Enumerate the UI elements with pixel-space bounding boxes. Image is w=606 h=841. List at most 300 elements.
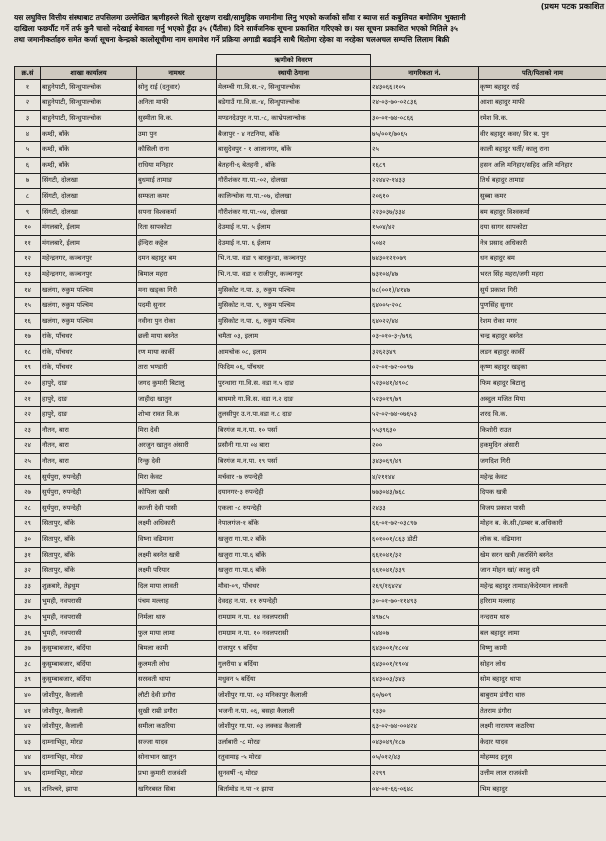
table-row <box>15 391 606 407</box>
cell-address: दयानगर-३ रुपन्देही <box>217 485 371 501</box>
cell-citizenship: २०६१० <box>371 189 479 205</box>
cell-name: रण माया कार्की <box>137 345 217 361</box>
cell-name: जाहीदा खातुन <box>137 391 217 407</box>
cell-sn: ३० <box>15 532 41 548</box>
cell-name: ईन्दिरा कट्टेल <box>137 235 217 251</box>
cell-name: कुलमती लोध <box>137 656 217 672</box>
table-row <box>15 672 606 688</box>
cell-branch: भुमही, नवपरासी <box>41 610 137 626</box>
table-row <box>15 766 606 782</box>
cell-sn: ३१ <box>15 547 41 563</box>
cell-branch: मंगलबारे, ईलाम <box>41 235 137 251</box>
table-row <box>15 142 606 158</box>
cell-sn: ३३ <box>15 579 41 595</box>
cell-guardian: सोहन लोध <box>479 656 606 672</box>
table-row <box>15 423 606 439</box>
header-sn: क्र.सं <box>15 67 41 80</box>
cell-branch: सितापुर, बाँके <box>41 547 137 563</box>
cell-citizenship: ७५/००१/७०६५ <box>371 126 479 142</box>
cell-name: लक्ष्मी अधिकारी <box>137 516 217 532</box>
cell-guardian: भिम बहादुर <box>479 781 606 797</box>
cell-address: देवदह न.पा. ११ रुपन्देही <box>217 594 371 610</box>
cell-name: सपना विश्वकर्मा <box>137 204 217 220</box>
cell-citizenship: २०० <box>371 438 479 454</box>
cell-name: शोभा रावत वि.क <box>137 407 217 423</box>
cell-name: रिन्कु देवी <box>137 454 217 470</box>
header-citizenship: नागरिकता नं. <box>371 67 479 80</box>
cell-citizenship: २२९९ <box>371 766 479 782</box>
cell-guardian: सुब्बा कमर <box>479 189 606 205</box>
table-row <box>15 641 606 657</box>
cell-branch: भुमही, नवपरासी <box>41 625 137 641</box>
cell-guardian: तेतराम डंगौरा <box>479 703 606 719</box>
cell-name: पंचम मल्लाह <box>137 594 217 610</box>
cell-name: विष्ना वढिमाना <box>137 532 217 548</box>
cell-sn: ४२ <box>15 719 41 735</box>
cell-name: लक्ष्मी परियार <box>137 563 217 579</box>
cell-address: बाघमारे गा.वि.स. वडा न.२ दाङ <box>217 391 371 407</box>
cell-branch: सिंगटी, दोलखा <box>41 173 137 189</box>
cell-branch: सितापुर, बाँके <box>41 563 137 579</box>
cell-branch: सुर्यपुरा, रुपन्देही <box>41 469 137 485</box>
cell-guardian: मोहन ब. के.सी./डम्बर ब.अधिकारी <box>479 516 606 532</box>
table-row <box>15 501 606 517</box>
cell-address: बेतहनी-६ बेतहनी , बाँके <box>217 157 371 173</box>
cell-branch: रांके, पाँचथर <box>41 329 137 345</box>
cell-citizenship: ६४००५-२०८ <box>371 298 479 314</box>
cell-guardian: वीर बहादुर कवर/ विर ब. पुन <box>479 126 606 142</box>
cell-guardian: कृष्ण बहादुर राई <box>479 80 606 96</box>
cell-branch: हापुरे, दाङ <box>41 376 137 392</box>
cell-branch: शनिश्चरे, झापा <box>41 781 137 797</box>
cell-name: सोनु राई (दनुवार) <box>137 80 217 96</box>
cell-citizenship: ७७३०४३/७६८ <box>371 485 479 501</box>
cell-branch: शुक्रबारे, तेह्रथुम <box>41 579 137 595</box>
table-row <box>15 407 606 423</box>
cell-name: फुल माया लामा <box>137 625 217 641</box>
table-row <box>15 656 606 672</box>
cell-sn: १८ <box>15 345 41 361</box>
cell-address: बासुदेवपुर - १ आलानगर, बाँके <box>217 142 371 158</box>
cell-sn: १ <box>15 80 41 96</box>
cell-address: पुरन्धारा गा.वि.स. वडा न.५ दाङ <box>217 376 371 392</box>
cell-guardian: पुणसिंह सुनार <box>479 298 606 314</box>
cell-name: तारा भण्डारी <box>137 360 217 376</box>
cell-address: चमैता ०३, इलाम <box>217 329 371 345</box>
cell-branch: सिंगटी, दोलखा <box>41 204 137 220</box>
cell-address: रामग्राम न.पा. १० नवलपरासी <box>217 625 371 641</box>
cell-guardian: शरद वि.क. <box>479 407 606 423</box>
cell-branch: दाम्नाभिट्टा, मोरङ <box>41 734 137 750</box>
table-row <box>15 80 606 96</box>
cell-address: बैजापुर - ४ नटनिया, बाँके <box>217 126 371 142</box>
cell-sn: ४४ <box>15 750 41 766</box>
cell-guardian: विष्णु कामी <box>479 641 606 657</box>
cell-branch: नौतन, बारा <box>41 438 137 454</box>
cell-branch: रांके, पाँचथर <box>41 345 137 361</box>
cell-citizenship: ७४३०१२१०७९ <box>371 251 479 267</box>
cell-guardian: धन बहादुर बम <box>479 251 606 267</box>
cell-branch: दाम्नाभिट्टा, मोरङ <box>41 766 137 782</box>
cell-branch: नौतन, बारा <box>41 454 137 470</box>
cell-name: लौटी देवी डगौरा <box>137 688 217 704</box>
cell-sn: ३५ <box>15 610 41 626</box>
cell-branch: सितापुर, बाँके <box>41 516 137 532</box>
cell-citizenship: ६४३००१/१९०४ <box>371 656 479 672</box>
cell-address: बिर्तामोड न.पा -१ झापा <box>217 781 371 797</box>
table-row <box>15 563 606 579</box>
cell-sn: ३ <box>15 111 41 127</box>
cell-sn: १० <box>15 220 41 236</box>
cell-guardian: बाबुराम डंगौरा थारु <box>479 688 606 704</box>
cell-guardian: सोम बहादुर थापा <box>479 672 606 688</box>
cell-sn: २० <box>15 376 41 392</box>
cell-sn: ४१ <box>15 703 41 719</box>
cell-address: एकला -८ रुपन्देही <box>217 501 371 517</box>
cell-address: भजनी न.पा. ०६, बसहा कैलाली <box>217 703 371 719</box>
table-row <box>15 532 606 548</box>
cell-sn: १३ <box>15 267 41 283</box>
cell-name: समीला कठरिया <box>137 719 217 735</box>
cell-branch: मंगलबारे, ईलाम <box>41 220 137 236</box>
cell-branch: कम्दी, बाँके <box>41 157 137 173</box>
cell-sn: २६ <box>15 469 41 485</box>
cell-guardian: लक्ष्मी नारायण कठरिया <box>479 719 606 735</box>
cell-address: मुसिकोट न.पा. ६, रुकुम पश्चिम <box>217 313 371 329</box>
cell-sn: १५ <box>15 298 41 314</box>
cell-branch: दाम्नाभिट्टा, मोरङ <box>41 750 137 766</box>
cell-address: नेपालगंज-१ बाँके <box>217 516 371 532</box>
cell-guardian: केदार यादव <box>479 734 606 750</box>
cell-guardian: हसन अलि मनिहार/सहिद अलि मनिहार <box>479 157 606 173</box>
cell-citizenship: ५२३०१९/७९ <box>371 391 479 407</box>
cell-address: देउमाई न.पा. ६ ईलाम <box>217 235 371 251</box>
cell-address: तुलसीपुर उ.न.पा.वडा न.८ दाङ <box>217 407 371 423</box>
cell-guardian: जान मोहन खां/ कालु दमै <box>479 563 606 579</box>
cell-guardian: काली बहादुर घर्ती/ कालु राना <box>479 142 606 158</box>
cell-branch: खलंगा, रुकुम पश्चिम <box>41 282 137 298</box>
cell-name: जगद कुमारी बिटालु <box>137 376 217 392</box>
cell-name: बुधमाई तामाङ <box>137 173 217 189</box>
cell-name: सोनाभान खातुन <box>137 750 217 766</box>
cell-sn: ७ <box>15 173 41 189</box>
table-row <box>15 298 606 314</box>
table-row <box>15 734 606 750</box>
table-row <box>15 95 606 111</box>
table-row <box>15 625 606 641</box>
cell-name: कौसिली राना <box>137 142 217 158</box>
cell-guardian: महेन्द्र केवट <box>479 469 606 485</box>
cell-guardian: फिम बहादुर बिटालु <box>479 376 606 392</box>
cell-guardian: हकमुदिन अंसारी <box>479 438 606 454</box>
cell-name: सम्फता कमर <box>137 189 217 205</box>
table-row <box>15 610 606 626</box>
cell-citizenship: ३०-०१-७४-०८६६ <box>371 111 479 127</box>
cell-citizenship: ३०-०१-७०-११४९३ <box>371 594 479 610</box>
cell-address: मर्चवार -७ रुपन्देही <box>217 469 371 485</box>
cell-name: दमन बहादुर बम <box>137 251 217 267</box>
cell-guardian: खेम सरन खत्री /करसिंगे बस्नेत <box>479 547 606 563</box>
cell-citizenship: ०४-०१-६६-०६४८ <box>371 781 479 797</box>
cell-sn: ३४ <box>15 594 41 610</box>
table-caption: ऋणीको विवरण <box>217 55 371 67</box>
cell-branch: खलंगा, रुकुम पश्चिम <box>41 313 137 329</box>
cell-citizenship: २२३०३७/३३४ <box>371 204 479 220</box>
cell-guardian: जगदिश गिरी <box>479 454 606 470</box>
cell-sn: ३८ <box>15 656 41 672</box>
header-guardian: पति/पिताको नाम <box>479 67 606 80</box>
cell-citizenship: ०४३०४९/१८७ <box>371 734 479 750</box>
cell-citizenship: ६०/७०९ <box>371 688 479 704</box>
cell-sn: ४० <box>15 688 41 704</box>
cell-address: रतुवामाइ -५ मोरङ <box>217 750 371 766</box>
table-row <box>15 267 606 283</box>
cell-sn: ८ <box>15 189 41 205</box>
cell-sn: १७ <box>15 329 41 345</box>
table-row <box>15 516 606 532</box>
cell-address: रामग्राम न.पा. १४ नवलपरासी <box>217 610 371 626</box>
cell-branch: सुर्यपुरा, रुपन्देही <box>41 501 137 517</box>
cell-name: अरजुन खातुन अंसारी <box>137 438 217 454</box>
cell-address: बिरगंज म.न.पा. १० पर्सा <box>217 423 371 439</box>
intro-line: तथा जमानीकर्ताहरु समेत कर्जा सूचना केन्द्रको कालोसूचीमा नाम समावेश गर्ने प्रक्रिया अगाडी बढाईने साथै धितोमा रहेका वा नरहेका चलअचल सम्पत्ति लिलाम बिक्री <box>14 35 450 44</box>
cell-sn: २७ <box>15 485 41 501</box>
cell-name: मना खड्का गिरी <box>137 282 217 298</box>
table-row <box>15 485 606 501</box>
cell-name: उमा पुन <box>137 126 217 142</box>
cell-citizenship: ०३-०१०-३-/७९६ <box>371 329 479 345</box>
cell-citizenship: ३४३०६९/४९ <box>371 454 479 470</box>
cell-guardian: किशोरी राउत <box>479 423 606 439</box>
cell-guardian: नेत्र प्रसाद अधिकारी <box>479 235 606 251</box>
cell-citizenship: ६४३००३/३४३ <box>371 672 479 688</box>
cell-branch: महेन्द्रनगर, कञ्चनपुर <box>41 267 137 283</box>
cell-guardian: महेन्द्र बहादुर तामाङ/केदेरमान लावती <box>479 579 606 595</box>
cell-address: जोशीपुर गा.पा. ०३ मनिकापुर कैलाली <box>217 688 371 704</box>
cell-guardian: रमेश वि.क. <box>479 111 606 127</box>
cell-address: उर्लाबारी -८ मोरङ <box>217 734 371 750</box>
header-branch: शाखा कार्यालय <box>41 67 137 80</box>
cell-guardian: सुर्य प्रकाश गिरी <box>479 282 606 298</box>
cell-address: खजुरा गा.पा.६ बाँके <box>217 563 371 579</box>
cell-branch: कुसुम्बाबजार, बर्दिया <box>41 672 137 688</box>
cell-citizenship: २५ <box>371 142 479 158</box>
table-row <box>15 688 606 704</box>
cell-name: सुखी राम्री डगौरा <box>137 703 217 719</box>
intro-line: दाखिला फछर्यौट गर्ने तर्फ कुनै चासो नदेखाई बेवास्ता गर्नु भएको हुँदा ३५ (पैंतीस) दिने सार्वजनिक सूचना प्रकाशित गरिएको छ। यस सूचना प्रकाशित भएको मितिले ३५ <box>14 24 458 33</box>
table-row <box>15 360 606 376</box>
cell-name: मिरा देवी <box>137 423 217 439</box>
table-row <box>15 329 606 345</box>
cell-branch: सिंगटी, दोलखा <box>41 189 137 205</box>
cell-address: मौवा-०९, पाँचथर <box>217 579 371 595</box>
cell-address: प्रसौनी गा.पा ०४ बारा <box>217 438 371 454</box>
cell-sn: २४ <box>15 438 41 454</box>
cell-branch: बाहुनेपाटी, सिन्धुपाल्चोक <box>41 111 137 127</box>
cell-address: गौरीशंकर गा.पा.-०२, दोलखा <box>217 173 371 189</box>
cell-citizenship: २४३०६६।१०५ <box>371 80 479 96</box>
cell-guardian: दिपक खत्री <box>479 485 606 501</box>
cell-name: दिल माया लावती <box>137 579 217 595</box>
table-row <box>15 157 606 173</box>
cell-guardian: मोहम्मद इनुस <box>479 750 606 766</box>
cell-guardian: चन्द्र बहादुर बस्नेत <box>479 329 606 345</box>
cell-branch: कम्दी, बाँके <box>41 142 137 158</box>
table-row <box>15 781 606 797</box>
table-row <box>15 204 606 220</box>
cell-sn: २ <box>15 95 41 111</box>
cell-citizenship: ४९७८५ <box>371 610 479 626</box>
cell-citizenship: ६४०२२/४४ <box>371 313 479 329</box>
cell-citizenship: ५४४०७ <box>371 625 479 641</box>
cell-citizenship: ५०४२ <box>371 235 479 251</box>
table-row <box>15 313 606 329</box>
cell-citizenship: ३२६२३४९ <box>371 345 479 361</box>
cell-guardian: कृष्ण बहादुर खड्का <box>479 360 606 376</box>
cell-citizenship: ६६१०४१/३२ <box>371 547 479 563</box>
cell-sn: ४६ <box>15 781 41 797</box>
cell-address: मुसिकोट न.पा. ९, रुकुम पश्चिम <box>217 298 371 314</box>
cell-address: गौरीशंकर गा.पा.-०४, दोलखा <box>217 204 371 220</box>
cell-address: फिदिम ०६, पाँचथर <box>217 360 371 376</box>
cell-citizenship: ०२-०१-७२-००९७ <box>371 360 479 376</box>
cell-sn: ९ <box>15 204 41 220</box>
cell-address: मधुवन ५ बर्दिया <box>217 672 371 688</box>
cell-guardian: आशा बहादुर माफी <box>479 95 606 111</box>
table-row <box>15 220 606 236</box>
table-body <box>15 80 606 797</box>
publication-note: (प्रथम पटक प्रकाशित <box>540 2 604 11</box>
cell-sn: ५ <box>15 142 41 158</box>
cell-name: छली माया बस्नेत <box>137 329 217 345</box>
table-row <box>15 454 606 470</box>
cell-sn: १९ <box>15 360 41 376</box>
table-row <box>15 251 606 267</box>
cell-name: लक्ष्मी बस्नेत खत्री <box>137 547 217 563</box>
cell-branch: खलंगा, रुकुम पश्चिम <box>41 298 137 314</box>
cell-branch: महेन्द्रनगर, कञ्चनपुर <box>41 251 137 267</box>
cell-branch: जोशीपुर, कैलाली <box>41 719 137 735</box>
cell-name: प्रभा कुमारी राजवंशी <box>137 766 217 782</box>
cell-citizenship: १५०४/४२ <box>371 220 479 236</box>
cell-address: खजुरा गा.पा.६ बाँके <box>217 547 371 563</box>
cell-citizenship: ५२-०२-७४-०७६५३ <box>371 407 479 423</box>
cell-guardian: हरिराम मल्लाह <box>479 594 606 610</box>
cell-address: गुलरीया ४ बर्दिया <box>217 656 371 672</box>
cell-guardian: विजय प्रकाश पासी <box>479 501 606 517</box>
cell-branch: जोशीपुर, कैलाली <box>41 688 137 704</box>
cell-sn: २५ <box>15 454 41 470</box>
cell-branch: रांके, पाँचथर <box>41 360 137 376</box>
cell-name: अनिता माफी <box>137 95 217 111</box>
table-row <box>15 189 606 205</box>
cell-branch: कुसुम्बाबजार, बर्दिया <box>41 656 137 672</box>
cell-branch: सुर्यपुरा, रुपन्देही <box>41 485 137 501</box>
table-row <box>15 376 606 392</box>
cell-sn: २८ <box>15 501 41 517</box>
cell-citizenship: ६३-०२-७४-००४२४ <box>371 719 479 735</box>
cell-name: राधिया मनिहार <box>137 157 217 173</box>
cell-sn: २१ <box>15 391 41 407</box>
cell-sn: ६ <box>15 157 41 173</box>
cell-branch: हापुरे, दाङ <box>41 391 137 407</box>
cell-guardian: भरत सिंह महरा/जगी महरा <box>479 267 606 283</box>
cell-name: मिरा केवट <box>137 469 217 485</box>
cell-guardian: बल बहादुर लामा <box>479 625 606 641</box>
cell-citizenship: ६६१०४१/३३९ <box>371 563 479 579</box>
cell-sn: ४५ <box>15 766 41 782</box>
cell-sn: ३६ <box>15 625 41 641</box>
cell-sn: २३ <box>15 423 41 439</box>
cell-sn: ४३ <box>15 734 41 750</box>
table-row <box>15 750 606 766</box>
cell-name: कान्ती देवी पासी <box>137 501 217 517</box>
cell-address: भि.न.पा. वडा ९ बारकुन्डा, कञ्चनपुर <box>217 251 371 267</box>
table-row <box>15 126 606 142</box>
cell-branch: जोशीपुर, कैलाली <box>41 703 137 719</box>
cell-sn: १४ <box>15 282 41 298</box>
cell-citizenship: ७३१०४/४७ <box>371 267 479 283</box>
cell-citizenship: २४-०३-७०-०२८३६ <box>371 95 479 111</box>
cell-citizenship: २२४४२-१४३३ <box>371 173 479 189</box>
cell-sn: ३७ <box>15 641 41 657</box>
cell-branch: सितापुर, बाँके <box>41 532 137 548</box>
table-row <box>15 579 606 595</box>
table-row <box>15 469 606 485</box>
cell-address: बिरगंज म.न.पा. १९ पर्सा <box>217 454 371 470</box>
cell-address: भि.न.पा. वडा १ राजीपुर, कञ्चनपुर <box>217 267 371 283</box>
cell-name: बिमाल महरा <box>137 267 217 283</box>
cell-name: पदमी सुनार <box>137 298 217 314</box>
cell-sn: २२ <box>15 407 41 423</box>
cell-branch: हापुरे, दाङ <box>41 407 137 423</box>
cell-guardian: लोक ब. वढिमाना <box>479 532 606 548</box>
header-name: नामथर <box>137 67 217 80</box>
cell-citizenship: १६८९ <box>371 157 479 173</box>
table-row <box>15 703 606 719</box>
cell-address: जोशीपुर गा.पा. ०३ लक्कड कैलाली <box>217 719 371 735</box>
cell-sn: ३२ <box>15 563 41 579</box>
cell-name: कोपिला खत्री <box>137 485 217 501</box>
cell-guardian: अब्दुल मजित मिया <box>479 391 606 407</box>
cell-name: रिता सापकोटा <box>137 220 217 236</box>
cell-sn: १२ <box>15 251 41 267</box>
table-row <box>15 594 606 610</box>
cell-address: मण्डनदेउपुर न.पा.-८, काभ्रेपलान्चोक <box>217 111 371 127</box>
cell-name: नवीना पुन रोका <box>137 313 217 329</box>
cell-citizenship: २६९/१६४२४ <box>371 579 479 595</box>
cell-name: सज्जा यादव <box>137 734 217 750</box>
cell-guardian: उत्तीम लाल राजवंशी <box>479 766 606 782</box>
cell-citizenship: ४/२११४४ <box>371 469 479 485</box>
cell-address: कालिन्चोक गा.पा.-०७, दोलखा <box>217 189 371 205</box>
cell-guardian: रेशम रोका मगर <box>479 313 606 329</box>
cell-sn: २९ <box>15 516 41 532</box>
cell-citizenship: ५५३९६३० <box>371 423 479 439</box>
cell-branch: नौतन, बारा <box>41 423 137 439</box>
notice-intro <box>14 12 606 45</box>
cell-address: सुनवर्षी -६ मोरङ <box>217 766 371 782</box>
table-row <box>15 173 606 189</box>
cell-citizenship: ६०१००१/८६३ डोटी <box>371 532 479 548</box>
cell-sn: ४ <box>15 126 41 142</box>
cell-guardian: नन्दराम थारु <box>479 610 606 626</box>
cell-citizenship: ५२३०४१/४९०८ <box>371 376 479 392</box>
cell-guardian: दया सागर सापकोटा <box>479 220 606 236</box>
cell-address: बडेगाउँ गा.वि.स.-४, सिन्धुपाल्चोक <box>217 95 371 111</box>
cell-address: आमचोक ०८, इलाम <box>217 345 371 361</box>
cell-citizenship: १३३० <box>371 703 479 719</box>
